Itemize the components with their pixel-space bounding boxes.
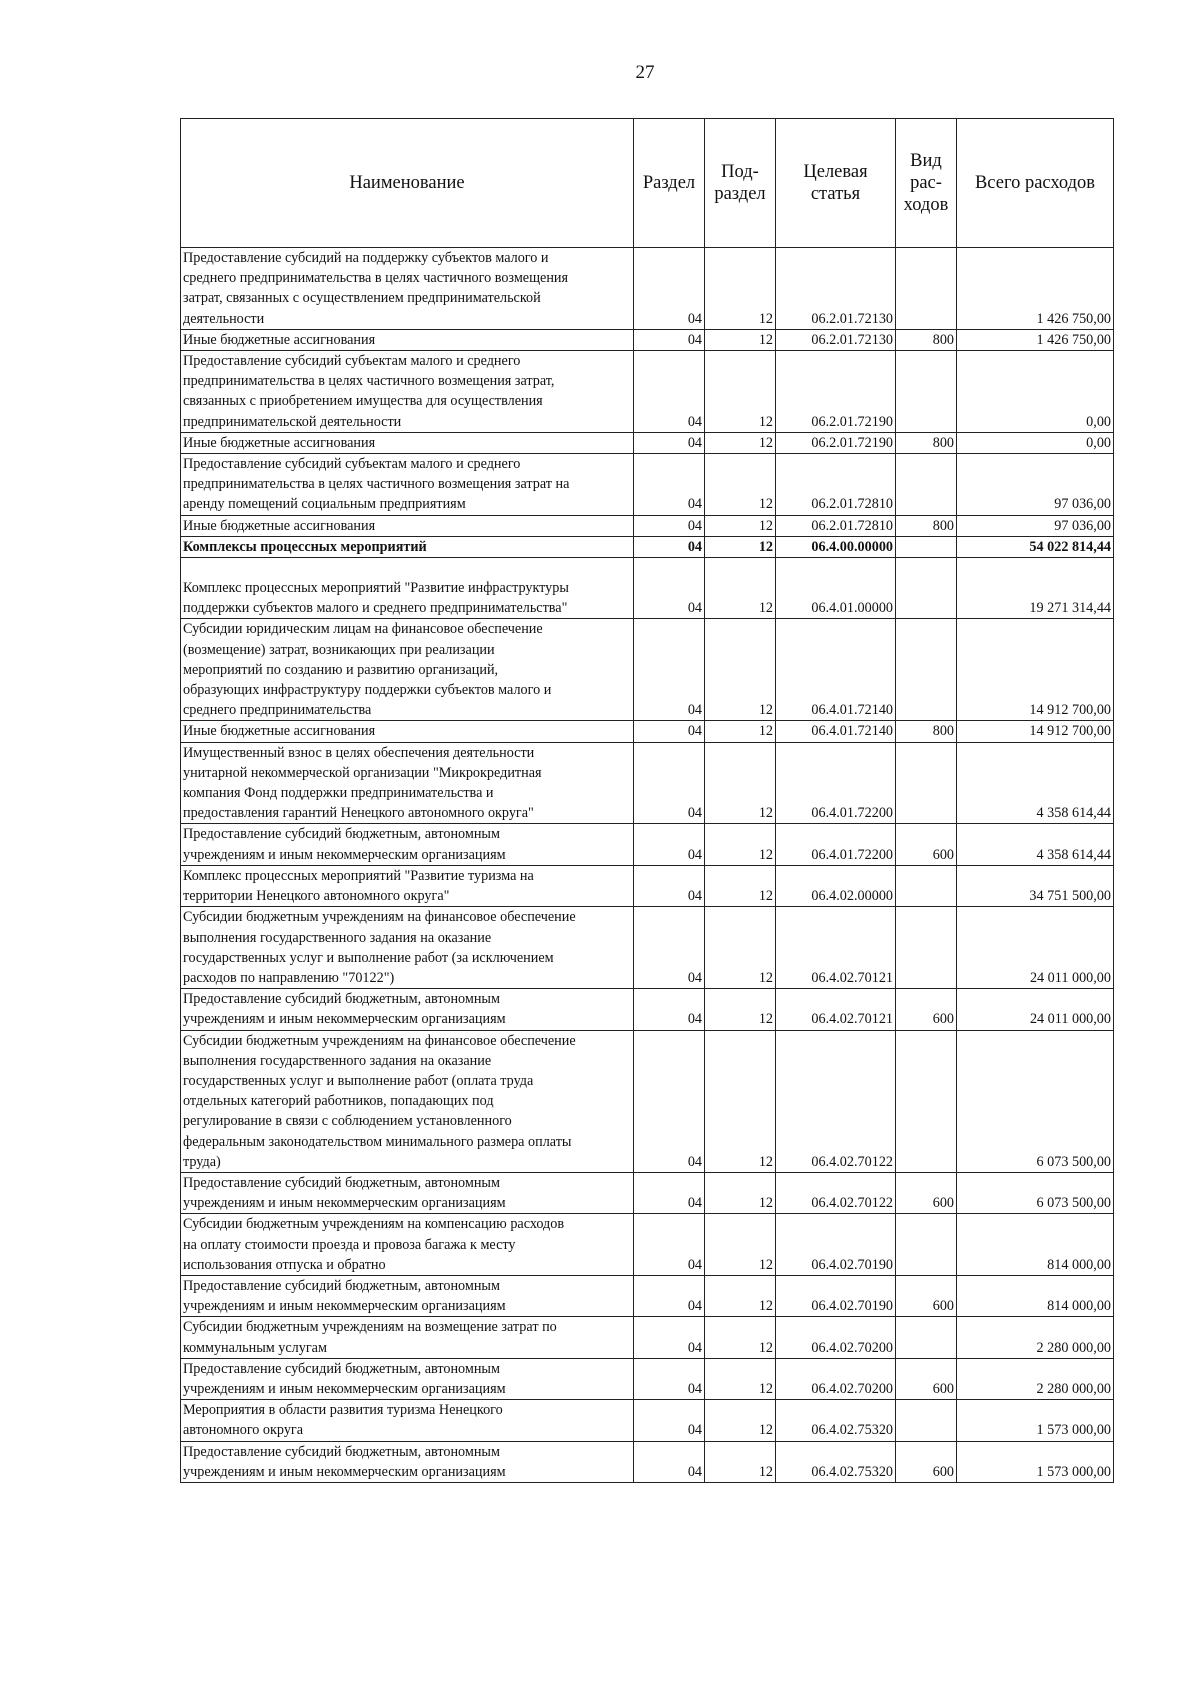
- cell-target-article: 06.4.00.00000: [776, 536, 896, 557]
- cell-name: Комплекс процессных мероприятий "Развитие инфраструктуры поддержки субъектов малого и среднего предпринимательства": [181, 558, 634, 619]
- cell-razdel: 04: [634, 515, 705, 536]
- cell-total: 2 280 000,00: [957, 1358, 1114, 1399]
- table-row: [181, 248, 1114, 330]
- cell-target-article: 06.4.01.00000: [776, 558, 896, 619]
- cell-razdel: 04: [634, 1317, 705, 1358]
- cell-podrazdel: 12: [705, 1400, 776, 1441]
- cell-name: Предоставление субсидий бюджетным, автономным учреждениям и иным некоммерческим организациям: [181, 1172, 634, 1213]
- cell-podrazdel: 12: [705, 515, 776, 536]
- cell-target-article: 06.4.02.70190: [776, 1214, 896, 1276]
- cell-podrazdel: 12: [705, 619, 776, 721]
- cell-total: 19 271 314,44: [957, 558, 1114, 619]
- cell-podrazdel: 12: [705, 454, 776, 516]
- table-row: [181, 454, 1114, 516]
- cell-target-article: 06.2.01.72190: [776, 351, 896, 433]
- cell-expense-type: [896, 1400, 957, 1441]
- table-header-row: [181, 119, 1114, 248]
- table-row: [181, 619, 1114, 721]
- cell-podrazdel: 12: [705, 536, 776, 557]
- table-row: [181, 1030, 1114, 1172]
- cell-expense-type: 600: [896, 989, 957, 1030]
- cell-expense-type: [896, 1030, 957, 1172]
- cell-expense-type: 800: [896, 432, 957, 453]
- cell-name: Предоставление субсидий на поддержку субъектов малого и среднего предпринимательства в целях частичного возмещения затрат, связанных с осуществлением предпринимательской деятельности: [181, 248, 634, 330]
- cell-total: 1 573 000,00: [957, 1400, 1114, 1441]
- cell-total: 54 022 814,44: [957, 536, 1114, 557]
- cell-name: Субсидии бюджетным учреждениям на финансовое обеспечение выполнения государственного задания на оказание государственных услуг и выполнение работ (за исключением расходов по направлению "70122"): [181, 907, 634, 989]
- cell-razdel: 04: [634, 824, 705, 865]
- cell-expense-type: 800: [896, 721, 957, 742]
- cell-name: Комплекс процессных мероприятий "Развитие туризма на территории Ненецкого автономного округа": [181, 865, 634, 906]
- cell-expense-type: [896, 619, 957, 721]
- table-row: [181, 536, 1114, 557]
- table-row: [181, 1172, 1114, 1213]
- cell-target-article: 06.4.01.72200: [776, 824, 896, 865]
- cell-total: 14 912 700,00: [957, 721, 1114, 742]
- cell-podrazdel: 12: [705, 742, 776, 824]
- cell-podrazdel: 12: [705, 824, 776, 865]
- header-target-article: Целевая статья: [776, 119, 896, 248]
- table-row: [181, 1275, 1114, 1316]
- cell-target-article: 06.2.01.72130: [776, 248, 896, 330]
- header-razdel: Раздел: [634, 119, 705, 248]
- table-row: [181, 721, 1114, 742]
- table-row: [181, 1358, 1114, 1399]
- cell-razdel: 04: [634, 1214, 705, 1276]
- cell-podrazdel: 12: [705, 248, 776, 330]
- cell-name: Субсидии бюджетным учреждениям на компенсацию расходов на оплату стоимости проезда и провоза багажа к месту использования отпуска и обратно: [181, 1214, 634, 1276]
- cell-expense-type: 600: [896, 824, 957, 865]
- cell-razdel: 04: [634, 1441, 705, 1482]
- cell-podrazdel: 12: [705, 865, 776, 906]
- cell-expense-type: 600: [896, 1172, 957, 1213]
- cell-name: Иные бюджетные ассигнования: [181, 721, 634, 742]
- header-name: Наименование: [181, 119, 634, 248]
- cell-total: 814 000,00: [957, 1275, 1114, 1316]
- cell-target-article: 06.4.02.70190: [776, 1275, 896, 1316]
- cell-name: Имущественный взнос в целях обеспечения деятельности унитарной некоммерческой организации "Микрокредитная компания Фонд поддержки предпринимательства и предоставления гарантий Ненецкого автономного округа": [181, 742, 634, 824]
- cell-expense-type: 600: [896, 1358, 957, 1399]
- table-row: [181, 1400, 1114, 1441]
- table-row: [181, 989, 1114, 1030]
- table-row: [181, 558, 1114, 619]
- cell-target-article: 06.4.01.72140: [776, 619, 896, 721]
- cell-name: Предоставление субсидий бюджетным, автономным учреждениям и иным некоммерческим организациям: [181, 1275, 634, 1316]
- cell-expense-type: [896, 351, 957, 433]
- cell-name: Иные бюджетные ассигнования: [181, 329, 634, 350]
- cell-total: 14 912 700,00: [957, 619, 1114, 721]
- cell-expense-type: [896, 558, 957, 619]
- cell-target-article: 06.2.01.72130: [776, 329, 896, 350]
- cell-total: 97 036,00: [957, 454, 1114, 516]
- cell-name: Предоставление субсидий субъектам малого и среднего предпринимательства в целях частичного возмещения затрат, связанных с приобретением имущества для осуществления предпринимательской деятельности: [181, 351, 634, 433]
- cell-name: Субсидии юридическим лицам на финансовое обеспечение (возмещение) затрат, возникающих при реализации мероприятий по созданию и развитию организаций, образующих инфраструктуру поддержки субъектов малого и среднего предпринимательства: [181, 619, 634, 721]
- table-row: [181, 1214, 1114, 1276]
- cell-podrazdel: 12: [705, 989, 776, 1030]
- table-row: [181, 865, 1114, 906]
- cell-razdel: 04: [634, 1172, 705, 1213]
- cell-target-article: 06.4.01.72200: [776, 742, 896, 824]
- cell-target-article: 06.4.02.00000: [776, 865, 896, 906]
- cell-total: 1 426 750,00: [957, 248, 1114, 330]
- table-row: [181, 515, 1114, 536]
- cell-expense-type: [896, 865, 957, 906]
- cell-target-article: 06.4.02.70200: [776, 1358, 896, 1399]
- cell-name: Предоставление субсидий бюджетным, автономным учреждениям и иным некоммерческим организациям: [181, 824, 634, 865]
- header-podrazdel: Под- раздел: [705, 119, 776, 248]
- cell-target-article: 06.4.02.70121: [776, 907, 896, 989]
- cell-name: Иные бюджетные ассигнования: [181, 432, 634, 453]
- cell-name: Предоставление субсидий субъектам малого и среднего предпринимательства в целях частичного возмещения затрат на аренду помещений социальным предприятиям: [181, 454, 634, 516]
- cell-podrazdel: 12: [705, 1441, 776, 1482]
- cell-target-article: 06.4.02.75320: [776, 1400, 896, 1441]
- cell-name: Предоставление субсидий бюджетным, автономным учреждениям и иным некоммерческим организациям: [181, 1358, 634, 1399]
- cell-target-article: 06.4.02.75320: [776, 1441, 896, 1482]
- cell-total: 6 073 500,00: [957, 1030, 1114, 1172]
- cell-podrazdel: 12: [705, 558, 776, 619]
- cell-expense-type: [896, 536, 957, 557]
- cell-razdel: 04: [634, 1275, 705, 1316]
- page-number: 27: [635, 62, 655, 83]
- table-row: [181, 1441, 1114, 1482]
- cell-podrazdel: 12: [705, 1214, 776, 1276]
- table-row: [181, 824, 1114, 865]
- header-total: Всего расходов: [957, 119, 1114, 248]
- table-row: [181, 432, 1114, 453]
- cell-name: Иные бюджетные ассигнования: [181, 515, 634, 536]
- cell-razdel: 04: [634, 248, 705, 330]
- cell-total: 0,00: [957, 432, 1114, 453]
- cell-razdel: 04: [634, 432, 705, 453]
- cell-razdel: 04: [634, 742, 705, 824]
- cell-target-article: 06.4.02.70200: [776, 1317, 896, 1358]
- cell-total: 97 036,00: [957, 515, 1114, 536]
- cell-expense-type: 600: [896, 1441, 957, 1482]
- cell-total: 814 000,00: [957, 1214, 1114, 1276]
- table-row: [181, 351, 1114, 433]
- cell-razdel: 04: [634, 865, 705, 906]
- cell-expense-type: [896, 1317, 957, 1358]
- cell-razdel: 04: [634, 989, 705, 1030]
- cell-target-article: 06.4.02.70122: [776, 1030, 896, 1172]
- header-expense-type: Вид рас- ходов: [896, 119, 957, 248]
- cell-podrazdel: 12: [705, 1030, 776, 1172]
- cell-total: 2 280 000,00: [957, 1317, 1114, 1358]
- cell-total: 1 426 750,00: [957, 329, 1114, 350]
- cell-total: 1 573 000,00: [957, 1441, 1114, 1482]
- cell-name: Субсидии бюджетным учреждениям на финансовое обеспечение выполнения государственного задания на оказание государственных услуг и выполнение работ (оплата труда отдельных категорий работников, попадающих под регулирование в связи с соблюдением установленного федеральным законодательством минимального размера оплаты труда): [181, 1030, 634, 1172]
- cell-expense-type: 800: [896, 515, 957, 536]
- cell-razdel: 04: [634, 329, 705, 350]
- table-row: [181, 1317, 1114, 1358]
- cell-target-article: 06.2.01.72810: [776, 515, 896, 536]
- cell-expense-type: [896, 1214, 957, 1276]
- table-row: [181, 329, 1114, 350]
- cell-podrazdel: 12: [705, 1275, 776, 1316]
- cell-expense-type: 600: [896, 1275, 957, 1316]
- cell-razdel: 04: [634, 721, 705, 742]
- cell-razdel: 04: [634, 1358, 705, 1399]
- cell-expense-type: [896, 454, 957, 516]
- cell-podrazdel: 12: [705, 351, 776, 433]
- cell-total: 4 358 614,44: [957, 824, 1114, 865]
- cell-total: 24 011 000,00: [957, 989, 1114, 1030]
- cell-expense-type: [896, 742, 957, 824]
- cell-total: 0,00: [957, 351, 1114, 433]
- cell-name: Предоставление субсидий бюджетным, автономным учреждениям и иным некоммерческим организациям: [181, 1441, 634, 1482]
- cell-razdel: 04: [634, 1400, 705, 1441]
- cell-podrazdel: 12: [705, 721, 776, 742]
- cell-total: 4 358 614,44: [957, 742, 1114, 824]
- cell-expense-type: [896, 248, 957, 330]
- cell-razdel: 04: [634, 1030, 705, 1172]
- cell-name: Предоставление субсидий бюджетным, автономным учреждениям и иным некоммерческим организациям: [181, 989, 634, 1030]
- cell-expense-type: [896, 907, 957, 989]
- cell-expense-type: 800: [896, 329, 957, 350]
- cell-razdel: 04: [634, 454, 705, 516]
- cell-razdel: 04: [634, 619, 705, 721]
- cell-podrazdel: 12: [705, 329, 776, 350]
- table-row: [181, 907, 1114, 989]
- cell-podrazdel: 12: [705, 1317, 776, 1358]
- cell-razdel: 04: [634, 351, 705, 433]
- cell-podrazdel: 12: [705, 432, 776, 453]
- cell-razdel: 04: [634, 907, 705, 989]
- table-row: [181, 742, 1114, 824]
- table-body: [181, 248, 1114, 1483]
- cell-target-article: 06.4.02.70122: [776, 1172, 896, 1213]
- budget-table: [180, 118, 1114, 1483]
- cell-total: 24 011 000,00: [957, 907, 1114, 989]
- cell-name: Мероприятия в области развития туризма Ненецкого автономного округа: [181, 1400, 634, 1441]
- cell-target-article: 06.2.01.72190: [776, 432, 896, 453]
- cell-podrazdel: 12: [705, 1172, 776, 1213]
- cell-target-article: 06.2.01.72810: [776, 454, 896, 516]
- cell-name: Комплексы процессных мероприятий: [181, 536, 634, 557]
- cell-podrazdel: 12: [705, 1358, 776, 1399]
- cell-podrazdel: 12: [705, 907, 776, 989]
- cell-razdel: 04: [634, 536, 705, 557]
- cell-target-article: 06.4.02.70121: [776, 989, 896, 1030]
- cell-target-article: 06.4.01.72140: [776, 721, 896, 742]
- cell-total: 34 751 500,00: [957, 865, 1114, 906]
- cell-name: Субсидии бюджетным учреждениям на возмещение затрат по коммунальным услугам: [181, 1317, 634, 1358]
- cell-razdel: 04: [634, 558, 705, 619]
- cell-total: 6 073 500,00: [957, 1172, 1114, 1213]
